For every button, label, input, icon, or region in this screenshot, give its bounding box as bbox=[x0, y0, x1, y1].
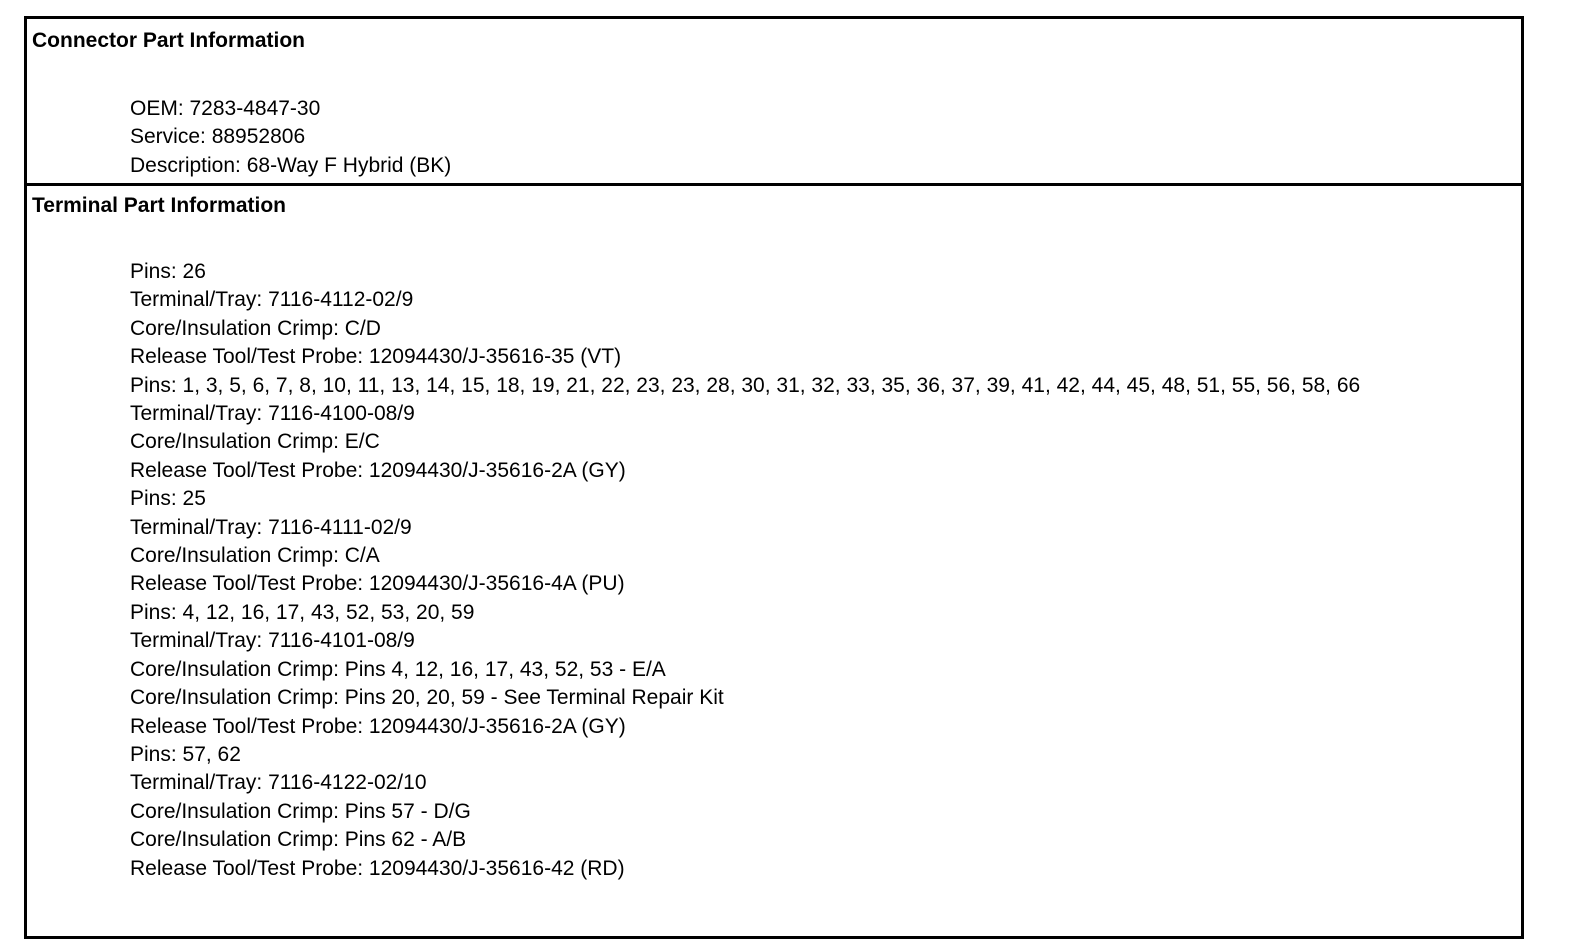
terminal-part-list bbox=[130, 258, 1509, 883]
connector-service-line: Service: 88952806 bbox=[130, 125, 306, 149]
terminal-tray-line: Terminal/Tray: 7116-4111-02/9 bbox=[130, 515, 412, 539]
terminal-release-tool-line: Release Tool/Test Probe: 12094430/J-35616-2A (GY) bbox=[130, 714, 626, 738]
terminal-release-tool-line: Release Tool/Test Probe: 12094430/J-35616-42 (RD) bbox=[130, 856, 625, 880]
connector-part-title: Connector Part Information bbox=[32, 29, 306, 52]
connector-part-section bbox=[27, 19, 1521, 186]
terminal-release-tool-line: Release Tool/Test Probe: 12094430/J-35616-4A (PU) bbox=[130, 572, 625, 596]
terminal-crimp-line: Core/Insulation Crimp: E/C bbox=[130, 430, 380, 454]
terminal-tray-line: Terminal/Tray: 7116-4100-08/9 bbox=[130, 402, 415, 426]
terminal-tray-line: Terminal/Tray: 7116-4112-02/9 bbox=[130, 288, 414, 312]
terminal-pins-line: Pins: 26 bbox=[130, 260, 206, 283]
terminal-crimp-line: Core/Insulation Crimp: Pins 57 - D/G bbox=[130, 799, 471, 823]
terminal-release-tool-line: Release Tool/Test Probe: 12094430/J-35616-35 (VT) bbox=[130, 345, 622, 369]
terminal-part-section bbox=[27, 186, 1521, 936]
terminal-part-title: Terminal Part Information bbox=[32, 194, 286, 217]
terminal-tray-line: Terminal/Tray: 7116-4122-02/10 bbox=[130, 771, 427, 795]
terminal-crimp-line: Core/Insulation Crimp: Pins 4, 12, 16, 17, 43, 52, 53 - E/A bbox=[130, 657, 666, 681]
part-information-table bbox=[24, 16, 1524, 939]
terminal-pins-line: Pins: 25 bbox=[130, 487, 206, 511]
terminal-release-tool-line: Release Tool/Test Probe: 12094430/J-35616-2A (GY) bbox=[130, 458, 626, 482]
connector-oem-line: OEM: 7283-4847-30 bbox=[130, 97, 321, 120]
terminal-pins-line: Pins: 1, 3, 5, 6, 7, 8, 10, 11, 13, 14, 15, 18, 19, 21, 22, 23, 23, 28, 30, 31, 32, 33, 35, 36, 37, 39, 41, 42, 44, 45, 48, 51, 55, 56, 58, 66 bbox=[130, 373, 1361, 397]
connector-description-line: Description: 68-Way F Hybrid (BK) bbox=[130, 153, 452, 177]
terminal-crimp-line: Core/Insulation Crimp: C/A bbox=[130, 544, 380, 568]
terminal-crimp-line: Core/Insulation Crimp: Pins 62 - A/B bbox=[130, 828, 467, 852]
terminal-tray-line: Terminal/Tray: 7116-4101-08/9 bbox=[130, 629, 415, 653]
connector-part-list bbox=[130, 95, 1509, 180]
terminal-crimp-line: Core/Insulation Crimp: Pins 20, 20, 59 - See Terminal Repair Kit bbox=[130, 686, 724, 710]
terminal-pins-line: Pins: 4, 12, 16, 17, 43, 52, 53, 20, 59 bbox=[130, 600, 475, 624]
terminal-crimp-line: Core/Insulation Crimp: C/D bbox=[130, 316, 381, 340]
terminal-pins-line: Pins: 57, 62 bbox=[130, 742, 241, 766]
